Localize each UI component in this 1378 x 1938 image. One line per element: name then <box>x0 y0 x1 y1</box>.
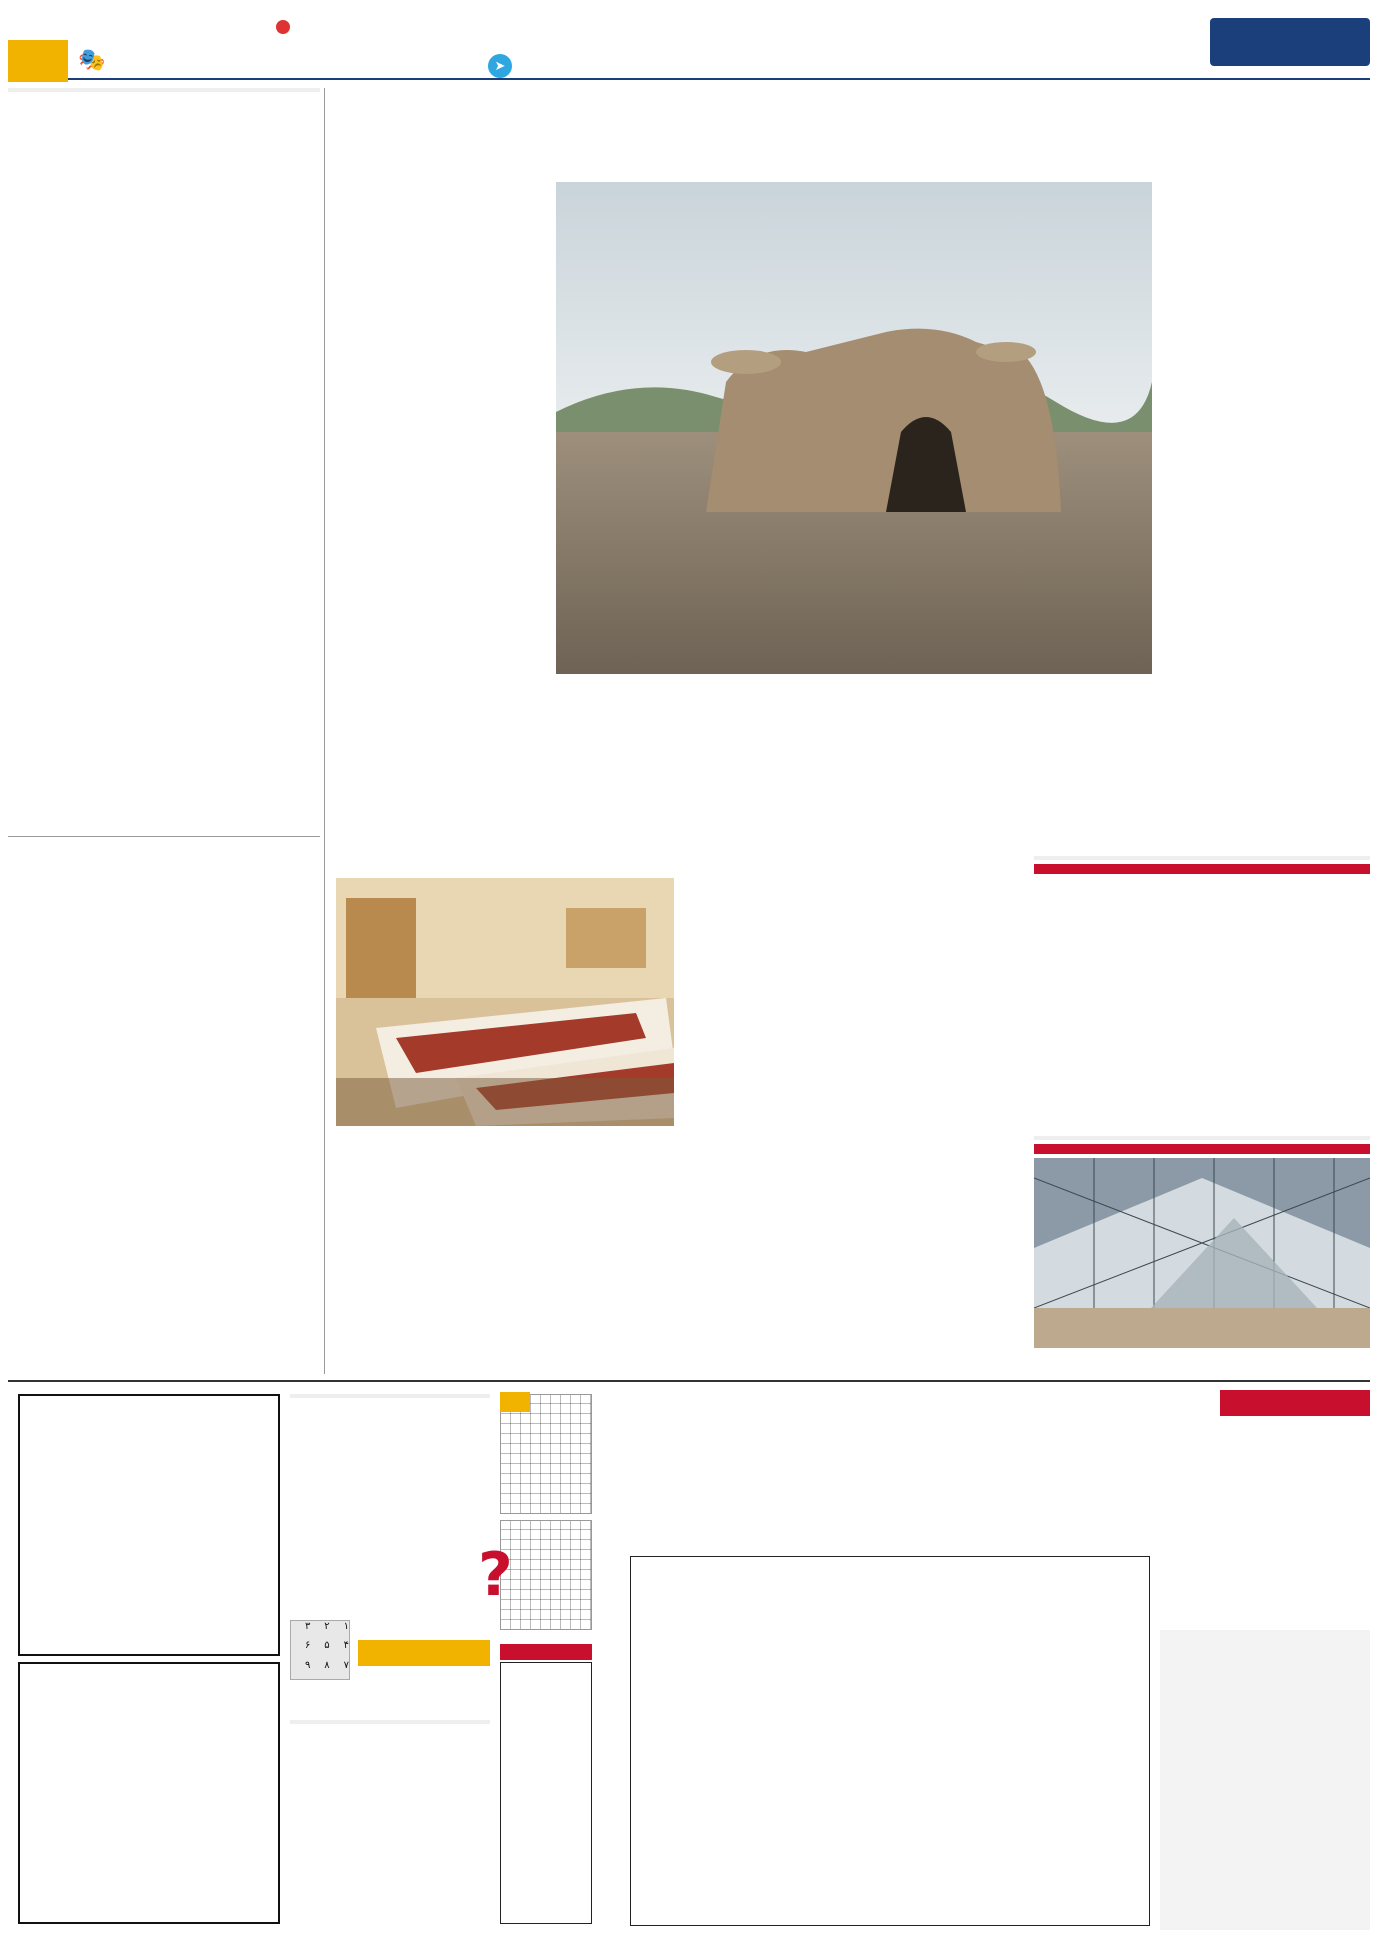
easy-title <box>290 1394 490 1398</box>
sub-col-1 <box>960 686 1152 826</box>
museum-section <box>1034 1136 1370 1348</box>
crossword-grid[interactable] <box>630 1556 1150 1926</box>
sudoku-number-badge <box>358 1640 490 1666</box>
news-item-2-body <box>8 408 320 828</box>
sudoku-cube-icon: ۱ ۲ ۳ ۴ ۵ ۶ ۷ ۸ ۹ <box>290 1620 350 1680</box>
sudoku-info <box>290 1394 490 1418</box>
sudoku-easy-grid[interactable] <box>18 1394 280 1656</box>
email-icon <box>276 20 290 34</box>
divider <box>8 836 320 837</box>
news-item-3-body <box>8 845 320 1285</box>
answer-title <box>500 1644 592 1660</box>
news-tag <box>8 88 320 92</box>
main-col-left <box>330 92 545 832</box>
fortress-photo <box>556 182 1152 674</box>
crossword-row-numbers <box>600 1556 630 1926</box>
puzzle-divider <box>8 1380 1370 1382</box>
hard-title <box>290 1720 490 1724</box>
travel-col-right <box>1034 878 1370 1098</box>
travel-col-left <box>684 880 1024 1120</box>
travel-section <box>1034 856 1370 1098</box>
crossword-col-numbers <box>630 1532 1150 1554</box>
sub-col-2 <box>758 686 950 841</box>
travel-tag <box>1034 856 1370 860</box>
hotel-room-photo <box>336 878 674 1126</box>
mid-clues-2 <box>630 1394 880 1524</box>
telegram-icon: ➤ <box>488 54 512 78</box>
solution-hard-grid <box>500 1520 592 1630</box>
newspaper-logo <box>1210 18 1370 66</box>
column-divider <box>324 88 325 1374</box>
news-column <box>8 88 320 1285</box>
museum-col-left <box>336 1160 676 1370</box>
mid-clues-1 <box>890 1394 1150 1524</box>
museum-title <box>1034 1144 1370 1154</box>
across-clues <box>1160 1422 1370 1622</box>
question-mark-icon: ? <box>478 1540 513 1610</box>
main-col-1 <box>1153 178 1368 838</box>
news-item-1-body <box>8 100 320 400</box>
page-number <box>8 40 68 82</box>
answer-grid <box>500 1662 592 1924</box>
louvre-photo <box>1034 1158 1370 1348</box>
museum-tag <box>1034 1136 1370 1140</box>
museum-col-right <box>684 1160 1024 1370</box>
solution-easy-grid <box>500 1394 592 1514</box>
masthead <box>8 10 1370 80</box>
down-clues <box>1160 1630 1370 1930</box>
crossword-header <box>1220 1390 1370 1416</box>
solution-badge <box>500 1392 530 1412</box>
travel-title <box>1034 864 1370 874</box>
sub-col-1-body <box>960 686 1152 826</box>
hard-info <box>290 1720 490 1746</box>
sudoku-hard-grid[interactable] <box>18 1662 280 1924</box>
sudoku-section <box>8 1390 592 1930</box>
theatre-masks-icon: 🎭 <box>78 48 106 73</box>
sub-col-3 <box>556 686 748 841</box>
crossword-section <box>590 1390 1370 1930</box>
